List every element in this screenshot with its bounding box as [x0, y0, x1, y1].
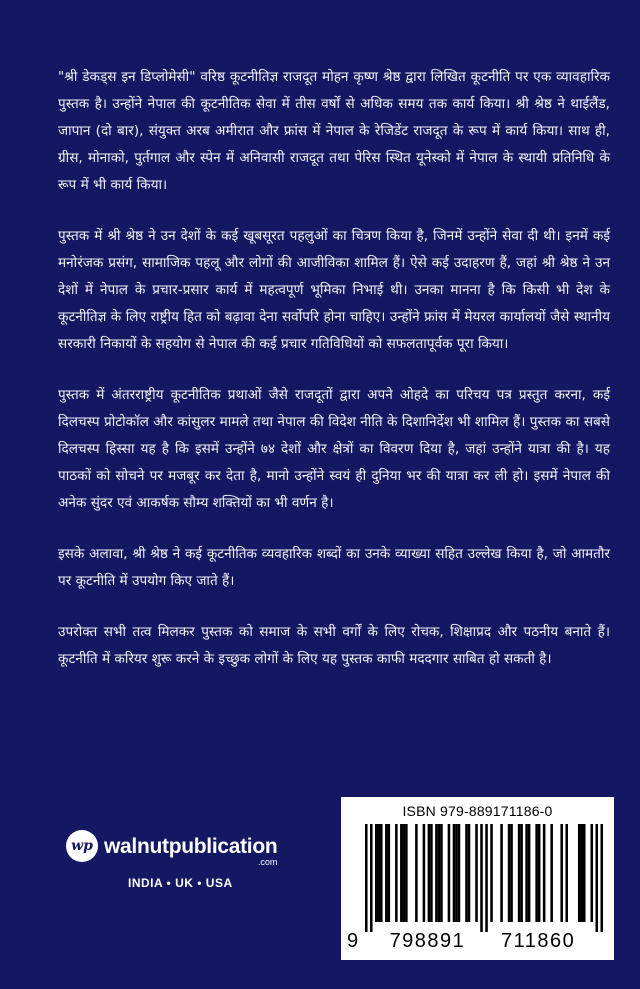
barcode-bar: [500, 824, 503, 922]
isbn-label: ISBN 979-889171186-0: [402, 803, 553, 819]
barcode-bar: [485, 824, 488, 932]
barcode-bar: [535, 824, 538, 922]
barcode-bar: [550, 824, 553, 922]
barcode-bar: [583, 824, 586, 922]
barcode-bar: [438, 824, 441, 922]
barcode-bar: [370, 824, 373, 932]
barcode-bar: [388, 824, 391, 922]
barcode-bar: [560, 824, 563, 922]
back-cover-text: [58, 64, 610, 697]
barcode-bar: [578, 824, 581, 922]
barcode-bar: [580, 824, 583, 922]
publisher-tld: .com: [257, 856, 278, 867]
barcode-bar: [448, 824, 451, 922]
barcode-bar: [378, 824, 381, 922]
publisher-block: [66, 830, 316, 890]
barcode-digit-lead: 9: [347, 930, 359, 952]
publisher-countries: INDIA • UK • USA: [128, 876, 233, 890]
barcode-bar: [595, 824, 598, 932]
barcode-bar: [385, 824, 388, 922]
barcode-bar: [490, 824, 493, 922]
barcode-bar: [455, 824, 458, 922]
barcode-bar: [475, 824, 478, 922]
barcode-bar: [405, 824, 408, 922]
barcode-bar: [525, 824, 528, 922]
barcode-bar: [403, 824, 406, 922]
barcode-bar: [543, 824, 546, 922]
barcode-bar: [400, 824, 403, 922]
barcode-bars: [365, 824, 603, 932]
publisher-logo-row: [66, 830, 316, 867]
paragraph-5: उपरोक्त सभी तत्व मिलकर पुस्तक को समाज के सभी वर्गों के लिए रोचक, शिक्षाप्रद और पठनीय बनाते हैं। कूटनीति में करियर शुरू करने के इच्छुक लोगों के लिए यह पुस्तक काफी मददगार साबित हो सकती है।: [58, 624, 610, 667]
barcode-bar: [520, 824, 523, 922]
paragraph-3: पुस्तक में अंतरराष्ट्रीय कूटनीतिक प्रथाओं जैसे राजदूतों द्वारा अपने ओहदे का परिचय पत्र प्रस्तुत करना, कई दिलचस्प प्रोटोकॉल और कांसुलर मामले तथा नेपाल की विदेश नीति के दिशानिर्देश भी शामिल हैं। पुस्तक का सबसे दिलचस्प हिस्सा यह है कि इसमें उन्होंने ७४ देशों और क्षेत्रों का विवरण दिया है, जहां उन्होंने यात्रा की है। यह पाठकों को सोचने पर मजबूर कर देता है, मानो उन्होंने स्वयं ही दुनिया भर की यात्रा कर ली हो। इसमें नेपाल की अनेक सुंदर एवं आकर्षक सौम्य शक्तियों का भी वर्णन है।: [58, 387, 610, 511]
barcode-bar: [380, 824, 383, 922]
barcode-bar: [458, 824, 461, 922]
barcode-digits: [347, 930, 609, 953]
barcode-bar: [510, 824, 513, 922]
barcode-digit-group-2: 711860: [501, 930, 576, 952]
barcode-bar: [430, 824, 433, 922]
barcode-bar: [600, 824, 603, 932]
publisher-wordmark: [104, 834, 278, 867]
barcode-bar: [468, 824, 471, 922]
barcode-digit-group-1: 798891: [389, 930, 466, 952]
publisher-logo-icon: wp: [66, 830, 98, 862]
barcode-bar: [375, 824, 378, 922]
barcode-bar: [395, 824, 398, 922]
barcode-bar: [453, 824, 456, 922]
barcode-bar: [415, 824, 418, 922]
paragraph-2: पुस्तक में श्री श्रेष्ठ ने उन देशों के कई खूबसूरत पहलुओं का चित्रण किया है, जिनमें उन्होंने सेवा दी थी। इनमें कई मनोरंजक प्रसंग, सामाजिक पहलू और लोगों की आजीविका शामिल हैं। ऐसे कई उदाहरण हैं, जहां श्री श्रेष्ठ ने उन देशों में नेपाल के प्रचार-प्रसार कार्य में महत्वपूर्ण भूमिका निभाई थी। उनका मानना है कि किसी भी देश के कूटनीतिज्ञ के लिए राष्ट्रीय हित को बढ़ावा देना सर्वोपरि होना चाहिए। उन्होंने फ्रांस में मेयरल कार्यालयों जैसे स्थानीय सरकारी निकायों के सहयोग से नेपाल की कई प्रचार गतिविधियों को सफलतापूर्वक पूरा किया।: [58, 228, 610, 352]
barcode-bar: [480, 824, 483, 932]
barcode-bar: [538, 824, 541, 922]
barcode-bar: [528, 824, 531, 922]
barcode-bar: [428, 824, 431, 922]
barcode-bar: [565, 824, 568, 922]
barcode-bar: [365, 824, 368, 932]
barcode-bar: [423, 824, 426, 922]
barcode-bar: [440, 824, 443, 922]
barcode-bar: [465, 824, 468, 922]
barcode-bar: [518, 824, 521, 922]
isbn-barcode: [341, 797, 614, 960]
publisher-name: walnutpublication: [104, 834, 278, 858]
paragraph-1: "श्री डेकड्स इन डिप्लोमेसी" वरिष्ठ कूटनीतिज्ञ राजदूत मोहन कृष्ण श्रेष्ठ द्वारा लिखित कूटनीति पर एक व्यावहारिक पुस्तक है। उन्होंने नेपाल की कूटनीतिक सेवा में तीस वर्षों से अधिक समय तक कार्य किया। श्री श्रेष्ठ ने थाईलैंड, जापान (दो बार), संयुक्त अरब अमीरात और फ्रांस में नेपाल के रेजिडेंट राजदूत के रूप में कार्य किया। साथ ही, ग्रीस, मोनाको, पुर्तगाल और स्पेन में अनिवासी राजदूत तथा पेरिस स्थित यूनेस्को में नेपाल के स्थायी प्रतिनिधि के रूप में भी कार्य किया।: [58, 69, 610, 193]
barcode-bar: [590, 824, 593, 922]
paragraph-4: इसके अलावा, श्री श्रेष्ठ ने कई कूटनीतिक व्यवहारिक शब्दों का उनके व्याख्या सहित उल्लेख किया है, जो आमतौर पर कूटनीति में उपयोग किए जाते हैं।: [58, 546, 610, 589]
barcode-bar: [508, 824, 511, 922]
barcode-bar: [435, 824, 438, 922]
